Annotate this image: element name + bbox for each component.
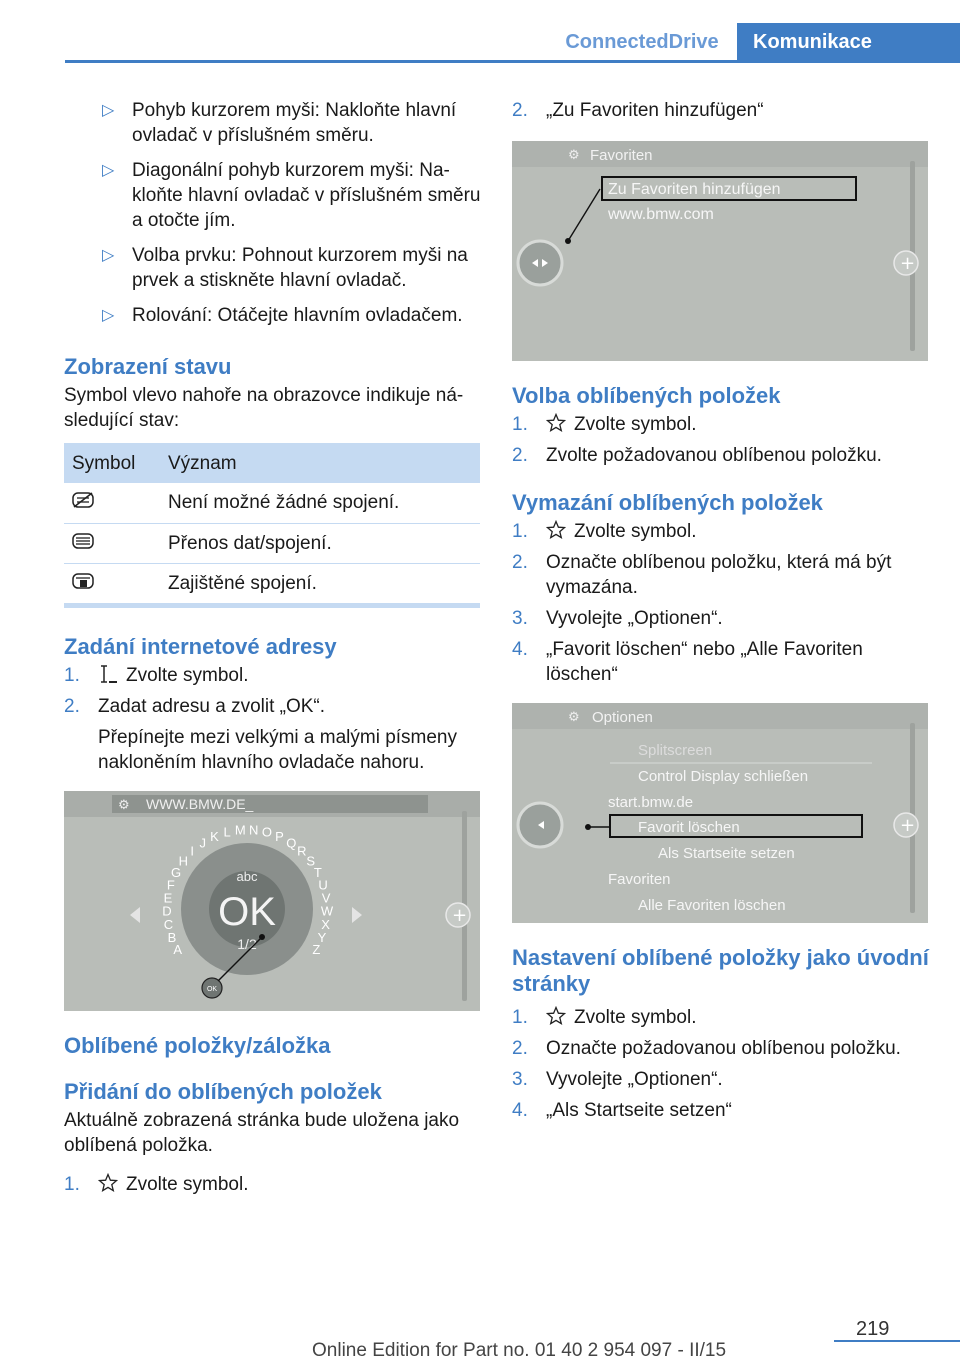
home-heading: Nastavení oblíbené položky jako úvodní stránky (512, 945, 929, 996)
delete-heading: Vymazání oblíbených položek (512, 490, 823, 515)
speller-letter: D (162, 903, 172, 919)
speller-letter: S (306, 853, 316, 869)
list-item: 1. Zvolte symbol. (512, 1007, 697, 1028)
speller-letter: G (171, 864, 182, 880)
header-tab-komunikace[interactable]: Komunikace (737, 23, 960, 61)
status-text: Symbol vlevo nahoře na obrazovce indikuje následující stav: (64, 385, 464, 431)
list-item: 1. Zvolte symbol. (64, 664, 249, 686)
header-tab-connecteddrive[interactable]: ConnectedDrive (565, 31, 719, 53)
speller-letter: W (320, 903, 334, 919)
speller-letter: P (275, 828, 284, 844)
footer (0, 1318, 960, 1361)
speller-letter: A (173, 941, 183, 957)
speller-letter: Y (317, 929, 327, 945)
speller-letter: Z (312, 941, 321, 957)
page-number: 219 (856, 1318, 890, 1340)
speller-letter: L (223, 824, 231, 839)
bullet-item: ▷ Rolování: Otáčejte hlavním ovladačem. (102, 305, 463, 326)
col-header-symbol: Symbol (64, 443, 160, 483)
list-item: 3. Vyvolejte „Optionen“. (512, 1069, 723, 1090)
svg-text:⚙: ⚙ (568, 710, 580, 725)
speller-letter: R (297, 843, 307, 859)
star-icon (546, 413, 566, 433)
star-icon (98, 1173, 118, 1193)
data-transfer-icon (72, 533, 94, 549)
speller-letter: H (178, 853, 188, 869)
address-note: Přepínejte mezi velkými a malými písmeny nakloněním hlavního ovladače nahoru. (98, 726, 457, 773)
list-item: 1. Zvolte symbol. (64, 1173, 249, 1195)
table-end-rule (64, 603, 480, 608)
list-item: 1. Zvolte symbol. (512, 521, 697, 542)
speller-letter: C (163, 916, 174, 932)
bullet-marker: ▷ (102, 102, 115, 119)
bullet-item: ▷ Volba prvku: Pohnout kurzorem myši na prvek a stiskněte hlavní ovladač. (102, 245, 468, 291)
list-item: 2. Zadat adresu a zvolit „OK“. Přepínejte mezi velkými a malými písmeny nakloněním hlavního ovladače nahoru. (64, 694, 482, 775)
speller-letter: N (249, 821, 259, 837)
speller-screenshot (64, 791, 480, 1011)
speller-letter: B (167, 929, 177, 945)
select-heading: Volba oblíbených položek (512, 383, 781, 408)
bullet-item: ▷ Pohyb kurzorem myši: Nakloňte hlavní ovladač v příslušném směru. (102, 100, 457, 146)
screen-abc: abc (236, 868, 258, 884)
svg-text:+: + (900, 253, 916, 274)
bullet-marker: ▷ (102, 247, 115, 264)
page-number-rule (834, 1340, 960, 1342)
screen1-item-url: www.bmw.com (608, 206, 714, 223)
favorites-screenshot (512, 141, 928, 361)
edition-text: Online Edition for Part no. 01 40 2 954 097 - II/15 (312, 1340, 727, 1361)
screen2-item: Splitscreen (638, 742, 713, 759)
screen2-item: Favoriten (608, 871, 671, 888)
svg-text:+: + (452, 904, 468, 926)
speller-letter: Q (286, 834, 297, 850)
add-heading: Přidání do oblíbených položek (64, 1078, 382, 1104)
bullet-marker: ▷ (102, 307, 115, 324)
screen2-item: start.bmw.de (608, 794, 694, 811)
favorites-heading: Oblíbené položky/záložka (64, 1032, 331, 1058)
list-item: 2. „Zu Favoriten hinzufügen“ (512, 100, 764, 121)
table-row: Zajištěné spojení. (64, 563, 480, 603)
list-item: 2. Označte oblíbenou položku, která má být vymazána. (512, 552, 892, 598)
speller-letter: I (190, 843, 195, 859)
screen-page: 1/2 (237, 935, 257, 952)
address-heading: Zadání internetové adresy (64, 633, 337, 659)
speller-letter: T (313, 864, 322, 880)
table-row: Není možné žádné spojení. (64, 483, 480, 523)
speller-letter: M (234, 821, 246, 837)
speller-letter: O (261, 824, 272, 839)
speller-letter: F (166, 876, 175, 892)
status-table (64, 443, 480, 604)
screen1-title: Favoriten (590, 147, 653, 164)
star-icon (546, 1006, 566, 1026)
secure-connection-icon (72, 573, 94, 589)
status-heading: Zobrazení stavu (64, 354, 232, 379)
screen1-item-add: Zu Favoriten hinzufügen (608, 181, 781, 198)
screen-ok: OK (218, 889, 276, 934)
bullet-marker: ▷ (102, 162, 115, 179)
options-screenshot (512, 703, 928, 923)
add-text: Aktuálně zobrazená stránka bude uložena jako oblíbená položka. (64, 1109, 460, 1156)
table-row: Přenos dat/spojení. (64, 523, 480, 563)
svg-text:⚙: ⚙ (568, 148, 580, 163)
header-rule (65, 60, 960, 63)
screen2-item: Alle Favoriten löschen (638, 897, 786, 914)
list-item: 1. Zvolte symbol. (512, 414, 697, 435)
screen2-item: Als Startseite setzen (658, 845, 795, 862)
list-item: 2. Zvolte požadovanou oblíbenou položku. (512, 445, 882, 466)
list-item: 3. Vyvolejte „Optionen“. (512, 608, 723, 629)
star-icon (546, 520, 566, 540)
svg-text:⚙: ⚙ (118, 797, 130, 813)
screen-url: WWW.BMW.DE_ (146, 795, 254, 812)
left-column (64, 98, 482, 1203)
list-item: 4. „Als Startseite setzen“ (512, 1100, 732, 1121)
svg-text:OK: OK (206, 985, 218, 993)
right-column (512, 98, 932, 1129)
speller-letter: E (163, 889, 173, 905)
col-header-meaning: Význam (160, 443, 480, 483)
speller-letter: K (210, 828, 219, 844)
list-item: 4. „Favorit löschen“ nebo „Alle Favoriten löschen“ (512, 639, 863, 685)
svg-text:+: + (900, 815, 916, 836)
speller-letter: J (199, 834, 206, 850)
no-connection-icon (72, 492, 94, 508)
speller-letter: V (321, 889, 331, 905)
bullet-item: ▷ Diagonální pohyb kurzorem myši: Nakloňte hlavní ovladač v příslušném směru a otočte jím. (102, 160, 481, 231)
screen2-item: Favorit löschen (638, 819, 740, 836)
screen2-item: Control Display schließen (638, 768, 809, 785)
speller-letter: U (318, 876, 328, 892)
text-cursor-icon (98, 664, 118, 684)
list-item: 2. Označte požadovanou oblíbenou položku. (512, 1038, 901, 1059)
speller-letter: X (321, 916, 330, 932)
screen2-title: Optionen (592, 709, 653, 726)
